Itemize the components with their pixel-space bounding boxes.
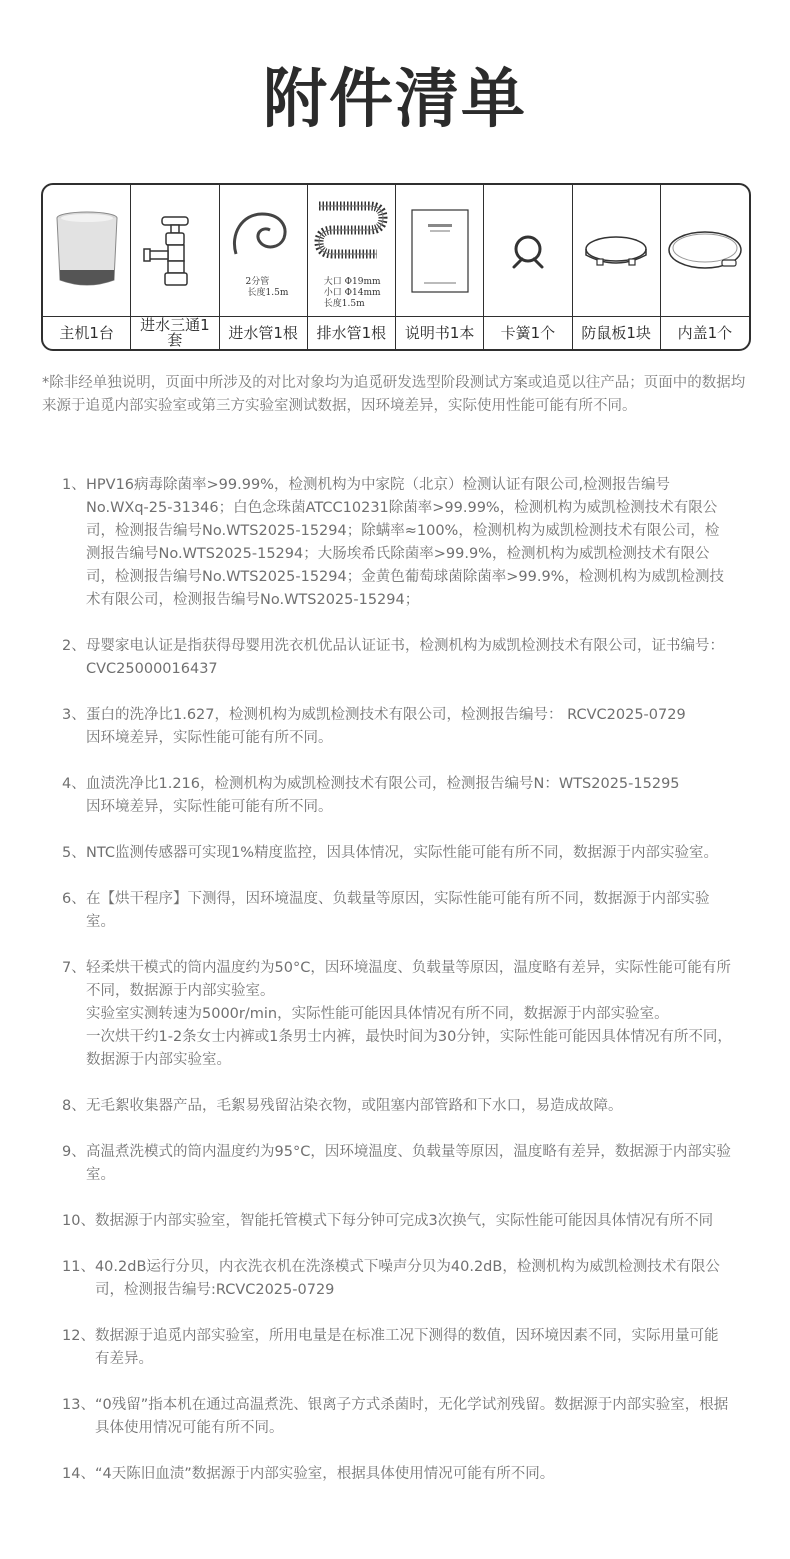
washer-body-icon (50, 210, 124, 292)
footnote-number: 7、 (62, 960, 86, 976)
footnote-number: 4、 (62, 776, 86, 792)
footnote-number: 14、 (62, 1466, 95, 1482)
accessory-image-clip (484, 185, 572, 317)
footnote-number: 12、 (62, 1328, 95, 1344)
footnote-text: 蛋白的洗净比1.627，检测机构为威凯检测技术有限公司，检测报告编号： RCVC2025-0729 (86, 707, 686, 723)
footnote-text: 无毛絮收集器产品，毛絮易残留沾染衣物，或阻塞内部管路和下水口，易造成故障。 (86, 1098, 623, 1114)
footnote-item (62, 1141, 732, 1187)
footnote-text: 血渍洗净比1.216，检测机构为威凯检测技术有限公司，检测报告编号N：WTS2025-15295 (86, 776, 680, 792)
accessory-table (41, 183, 751, 351)
drain-hose-spec-2: 小口 Φ14mm (323, 288, 381, 298)
footnote-item (62, 1210, 732, 1233)
accessory-image-tee (131, 185, 219, 317)
footnote-text: 因环境差异，实际性能可能有所不同。 (86, 730, 333, 746)
footnote-item (62, 1095, 732, 1118)
footnote-number: 13、 (62, 1397, 95, 1413)
footnote-text: 40.2dB运行分贝，内衣洗衣机在洗涤模式下噪声分贝为40.2dB，检测机构为威凯检测技术有限公司，检测报告编号:RCVC2025-0729 (94, 1259, 720, 1298)
footnote-body (95, 1394, 732, 1440)
footnote-item (62, 474, 732, 612)
manual-booklet-icon (410, 208, 470, 294)
footnote-body (86, 842, 732, 865)
footnote-number: 5、 (62, 845, 86, 861)
accessory-label-tee: 进水三通1套 (131, 317, 219, 349)
footnote-text: 数据源于追觅内部实验室，所用电量是在标准工况下测得的数值，因环境因素不同，实际用量可能有差异。 (94, 1328, 719, 1367)
footnote-item (62, 1394, 732, 1440)
footnote-text: HPV16病毒除菌率>99.99%，检测机构为中家院（北京）检测认证有限公司,检测报告编号No.WXq-25-31346；白色念珠菌ATCC10231除菌率>99.99%，检测机构为威凯检测技术有限公司，检测报告编号No.WTS2025-15294；除螨率≈100%，检测机构为威凯检测技术有限公司，检测报告编号No.WTS2025-15294；大肠埃希氏除菌率>99.9%，检测机构为威凯检测技术有限公司，检测报告编号No.WTS2025-15294；金黄色葡萄球菌除菌率>99.9%，检测机构为威凯检测技术有限公司，检测报告编号No.WTS2025-15294； (86, 477, 724, 608)
footnote-item (62, 888, 732, 934)
footnote-item (62, 704, 732, 750)
footnote-text: 因环境差异，实际性能可能有所不同。 (86, 799, 333, 815)
footnote-body (95, 1325, 732, 1371)
footnote-item (62, 773, 732, 819)
accessory-label-clip: 卡簧1个 (484, 317, 572, 349)
footnote-body (95, 1256, 732, 1302)
accessory-image-manual (396, 185, 484, 317)
accessory-image-inner-lid (661, 185, 749, 317)
footnote-text: 母婴家电认证是指获得母婴用洗衣机优品认证证书，检测机构为威凯检测技术有限公司，证书编号：CVC25000016437 (86, 638, 724, 677)
footnote-body (86, 474, 732, 612)
spring-clip-icon (508, 231, 548, 271)
accessory-image-drain-hose (308, 185, 396, 317)
accessory-label-main-unit: 主机1台 (43, 317, 131, 349)
footnote-body (86, 1095, 732, 1118)
footnote-item (62, 1463, 732, 1486)
footnote-item (62, 842, 732, 865)
footnote-body (86, 635, 732, 681)
disclaimer-text: *除非经单独说明，页面中所涉及的对比对象均为追觅研发选型阶段测试方案或追觅以往产品；页面中的数据均来源于追觅内部实验室或第三方实验室测试数据，因环境差异，实际使用性能可能有所不同。 (42, 375, 746, 414)
footnote-body (95, 1210, 732, 1233)
footnote-text: “0残留”指本机在通过高温煮洗、银离子方式杀菌时，无化学试剂残留。数据源于内部实验室，根据具体使用情况可能有所不同。 (94, 1397, 729, 1436)
footnote-text: 高温煮洗模式的筒内温度约为95°C，因环境温度、负载量等原因，温度略有差异，数据源于内部实验室。 (86, 1144, 731, 1183)
drain-hose-spec-1: 大口 Φ19mm (323, 277, 381, 287)
footnote-text: 一次烘干约1-2条女士内裤或1条男士内裤，最快时间为30分钟，实际性能可能因具体情况有所不同，数据源于内部实验室。 (86, 1029, 732, 1068)
inlet-hose-spec-1: 2分管 (245, 277, 270, 287)
footnote-text: “4天陈旧血渍”数据源于内部实验室，根据具体使用情况可能有所不同。 (94, 1466, 555, 1482)
footnote-item (62, 957, 732, 1072)
footnote-body (86, 888, 732, 934)
page-title: 附件清单 (263, 63, 527, 137)
accessory-image-plate (573, 185, 661, 317)
footnote-number: 8、 (62, 1098, 86, 1114)
footnote-number: 6、 (62, 891, 86, 907)
footnote-body (95, 1463, 732, 1486)
footnote-text: NTC监测传感器可实现1%精度监控，因具体情况，实际性能可能有所不同，数据源于内部实验室。 (86, 845, 718, 861)
footnote-number: 9、 (62, 1144, 86, 1160)
accessory-label-plate: 防鼠板1块 (573, 317, 661, 349)
footnote-number: 11、 (62, 1259, 95, 1275)
footnote-text: 轻柔烘干模式的筒内温度约为50°C，因环境温度、负载量等原因，温度略有差异，实际性能可能有所不同，数据源于内部实验室。 (86, 960, 731, 999)
drain-hose-icon (311, 196, 391, 272)
footnote-item (62, 1256, 732, 1302)
footnote-item (62, 635, 732, 681)
footnote-body (86, 773, 732, 819)
footnote-number: 3、 (62, 707, 86, 723)
accessory-label-drain-hose: 排水管1根 (308, 317, 396, 349)
accessory-image-main-unit (43, 185, 131, 317)
footnote-text: 实验室实测转速为5000r/min，实际性能可能因具体情况有所不同，数据源于内部实验室。 (86, 1006, 669, 1022)
drain-hose-spec-3: 长度1.5m (323, 299, 365, 309)
footnote-body (86, 704, 732, 750)
footnote-number: 1、 (62, 477, 86, 493)
water-tee-valve-icon (140, 213, 210, 289)
accessory-label-inlet-hose: 进水管1根 (220, 317, 308, 349)
footnote-number: 2、 (62, 638, 86, 654)
footnote-item (62, 1325, 732, 1371)
footnote-body (86, 1141, 732, 1187)
footnote-text: 数据源于内部实验室，智能托管模式下每分钟可完成3次换气，实际性能可能因具体情况有所不同 (94, 1213, 714, 1229)
accessory-image-inlet-hose (220, 185, 308, 317)
footnote-list (62, 474, 732, 1509)
inlet-hose-icon (228, 204, 298, 264)
footnote-body (86, 957, 732, 1072)
accessory-label-inner-lid: 内盖1个 (677, 323, 733, 342)
inlet-hose-spec-2: 长度1.5m (247, 288, 289, 298)
footnote-text: 在【烘干程序】下测得，因环境温度、负载量等原因，实际性能可能有所不同，数据源于内部实验室。 (86, 891, 710, 930)
anti-rodent-plate-icon (583, 231, 649, 271)
inner-lid-icon (666, 228, 744, 274)
accessory-label-manual: 说明书1本 (396, 317, 484, 349)
footnote-number: 10、 (62, 1213, 95, 1229)
